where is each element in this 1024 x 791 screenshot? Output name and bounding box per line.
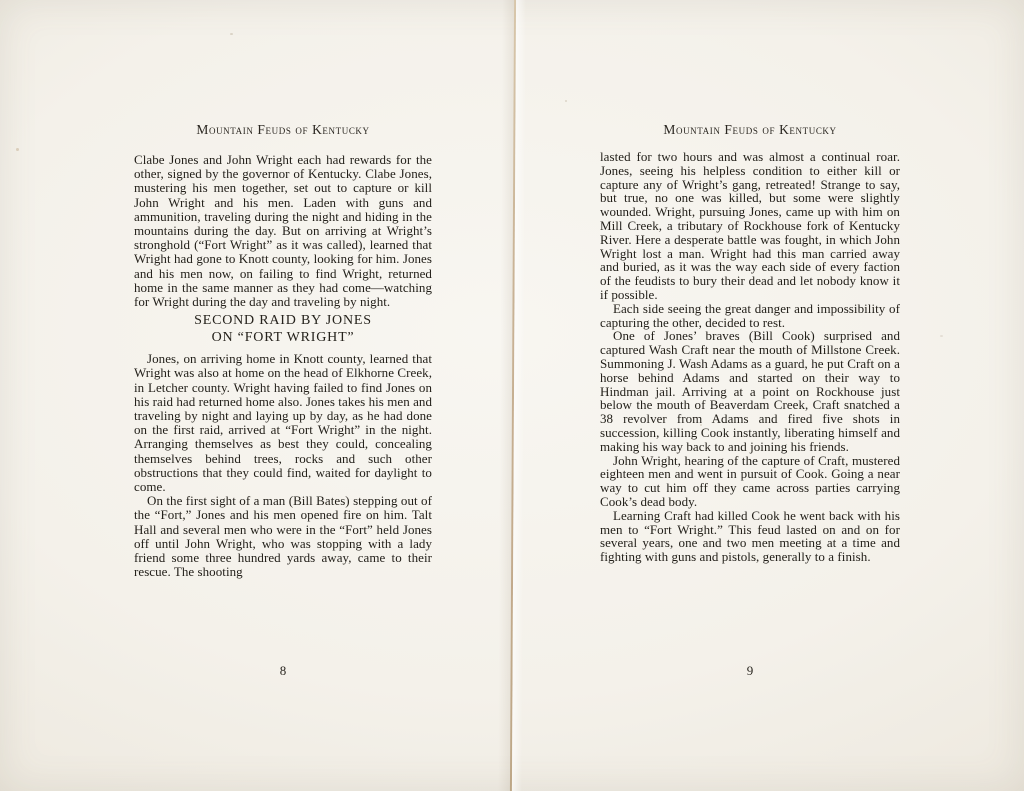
section-heading-line: SECOND RAID BY JONES (194, 313, 372, 329)
page-right (600, 122, 900, 682)
page-body (134, 153, 432, 579)
paragraph: Each side seeing the great danger and impossibility of capturing the other, decided to rest. (600, 300, 900, 330)
running-header: Mountain Feuds of Kentucky (663, 122, 837, 137)
paragraph: Learning Craft had killed Cook he went back with his men to “Fort Wright.” This feud lasted on and on for several years, one and two men meeting at a time and fighting with guns and pistols, generally to a finish. (600, 507, 900, 565)
page-number: 9 (746, 663, 754, 678)
paragraph: Clabe Jones and John Wright each had rewards for the other, signed by the governor of Kentucky. Clabe Jones, mustering his men together, set out to capture or kill John Wright and his men. Laden with guns and ammunition, traveling during the night and hiding in the mountains during the day. But on arriving at Wright’s stronghold (“Fort Wright” as it was called), learned that Wright had gone to Knott county, looking for him. Jones and his men now, on failing to find Wright, returned home in the same manner as they had come—watching for Wright during the day and traveling by night. (134, 152, 432, 310)
paragraph: John Wright, hearing of the capture of Craft, mustered eighteen men and went in pursuit of Cook. Going a near way to cut him off they came across parties carrying Cook’s dead body. (600, 452, 900, 509)
page-number: 8 (279, 663, 287, 678)
scan-speckle (230, 33, 233, 35)
running-header: Mountain Feuds of Kentucky (196, 122, 370, 137)
paragraph: On the first sight of a man (Bill Bates) stepping out of the “Fort,” Jones and his men opened fire on him. Talt Hall and several men who were in the “Fort” held Jones off until John Wright, who was stopping with a lady friend some three hundred yards away, came to their rescue. The shooting (134, 493, 432, 580)
page-body (600, 150, 900, 564)
page-gutter-line (510, 0, 516, 791)
scan-speckle (940, 335, 943, 337)
section-heading-line: ON “FORT WRIGHT” (211, 329, 355, 345)
page-left (134, 122, 432, 682)
scan-speckle (565, 100, 567, 102)
paragraph: lasted for two hours and was almost a continual roar. Jones, seeing his helpless condition to either kill or capture any of Wright’s gang, retreated! Strange to say, but true, no one was killed, but some were slightly wounded. Wright, pursuing Jones, came up with him on Mill Creek, a tributary of Rockhouse fork of Kentucky River. Here a desperate battle was fought, in which John Wright lost a man. Wright had this man carried away and buried, as it was the way each side of every faction of the feudists to bury their dead and let nobody know it if possible. (600, 149, 900, 302)
paragraph: Jones, on arriving home in Knott county, learned that Wright was also at home on the head of Elkhorne Creek, in Letcher county. Wright having failed to find Jones on his raid had returned home also. Jones takes his men and traveling by night and laying up by day, as he had done on the first raid, arrived at “Fort Wright” in the night. Arranging themselves as best they could, concealing themselves behind trees, rocks and such other obstructions that they could find, waited for daylight to come. (134, 351, 432, 495)
section-heading (134, 313, 432, 346)
paragraph: One of Jones’ braves (Bill Cook) surprised and captured Wash Craft near the mouth of Millstone Creek. Summoning J. Wash Adams as a guard, he put Craft on a horse behind Adams and started on their way to Hindman jail. Arriving at a point on Rockhouse just below the mouth of Beaverdam Creek, Craft snatched a 38 revolver from Adams and fired five shots in succession, killing Cook instantly, liberating himself and making his way back to and joining his friends. (600, 328, 900, 454)
scan-speckle (16, 148, 19, 151)
